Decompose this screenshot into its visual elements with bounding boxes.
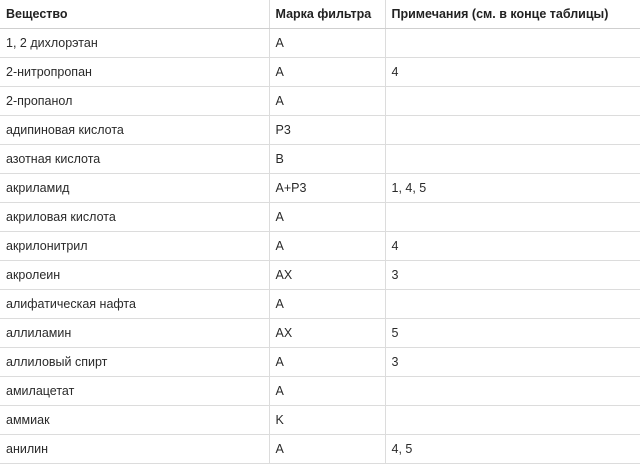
notes-cell: 5 bbox=[385, 319, 640, 348]
substance-cell: 2-нитропропан bbox=[0, 58, 269, 87]
filter-mark-cell: A bbox=[269, 232, 385, 261]
substance-cell: акриловая кислота bbox=[0, 203, 269, 232]
substance-cell: акриламид bbox=[0, 174, 269, 203]
filter-mark-cell: P3 bbox=[269, 116, 385, 145]
substance-cell: аммиак bbox=[0, 406, 269, 435]
notes-cell bbox=[385, 116, 640, 145]
substance-cell: анилин bbox=[0, 435, 269, 464]
table-row bbox=[0, 261, 640, 290]
notes-cell bbox=[385, 406, 640, 435]
substance-cell: амилацетат bbox=[0, 377, 269, 406]
table-row bbox=[0, 435, 640, 464]
notes-cell bbox=[385, 87, 640, 116]
table-row bbox=[0, 232, 640, 261]
filter-mark-cell: A bbox=[269, 203, 385, 232]
table-row bbox=[0, 87, 640, 116]
filter-mark-cell: AX bbox=[269, 261, 385, 290]
filter-mark-cell: A bbox=[269, 377, 385, 406]
header-notes: Примечания (см. в конце таблицы) bbox=[385, 0, 640, 29]
table-row bbox=[0, 319, 640, 348]
notes-cell bbox=[385, 290, 640, 319]
table-body bbox=[0, 29, 640, 464]
table-row bbox=[0, 29, 640, 58]
notes-cell: 4, 5 bbox=[385, 435, 640, 464]
filter-mark-cell: A bbox=[269, 58, 385, 87]
table-row bbox=[0, 377, 640, 406]
table-row bbox=[0, 174, 640, 203]
table-row bbox=[0, 290, 640, 319]
notes-cell bbox=[385, 203, 640, 232]
substance-cell: аллиламин bbox=[0, 319, 269, 348]
header-filter-mark: Марка фильтра bbox=[269, 0, 385, 29]
notes-cell bbox=[385, 377, 640, 406]
filter-mark-cell: AX bbox=[269, 319, 385, 348]
substance-cell: 2-пропанол bbox=[0, 87, 269, 116]
notes-cell bbox=[385, 145, 640, 174]
filter-mark-cell: A bbox=[269, 29, 385, 58]
filter-mark-cell: A bbox=[269, 87, 385, 116]
table-row bbox=[0, 58, 640, 87]
table-row bbox=[0, 348, 640, 377]
substance-cell: азотная кислота bbox=[0, 145, 269, 174]
substance-cell: 1, 2 дихлорэтан bbox=[0, 29, 269, 58]
filter-mark-cell: K bbox=[269, 406, 385, 435]
notes-cell: 4 bbox=[385, 232, 640, 261]
table-header bbox=[0, 0, 640, 29]
notes-cell: 1, 4, 5 bbox=[385, 174, 640, 203]
substance-cell: акрилонитрил bbox=[0, 232, 269, 261]
table-row bbox=[0, 406, 640, 435]
filter-mark-cell: A bbox=[269, 435, 385, 464]
filter-mark-cell: B bbox=[269, 145, 385, 174]
table-row bbox=[0, 203, 640, 232]
header-substance: Вещество bbox=[0, 0, 269, 29]
substance-cell: алифатическая нафта bbox=[0, 290, 269, 319]
filter-mark-cell: A bbox=[269, 348, 385, 377]
filter-mark-cell: A bbox=[269, 290, 385, 319]
header-row bbox=[0, 0, 640, 29]
table-row bbox=[0, 145, 640, 174]
substance-cell: акролеин bbox=[0, 261, 269, 290]
filter-mark-cell: A+P3 bbox=[269, 174, 385, 203]
table-row bbox=[0, 116, 640, 145]
substance-cell: аллиловый спирт bbox=[0, 348, 269, 377]
notes-cell bbox=[385, 29, 640, 58]
notes-cell: 3 bbox=[385, 348, 640, 377]
notes-cell: 3 bbox=[385, 261, 640, 290]
substance-cell: адипиновая кислота bbox=[0, 116, 269, 145]
notes-cell: 4 bbox=[385, 58, 640, 87]
